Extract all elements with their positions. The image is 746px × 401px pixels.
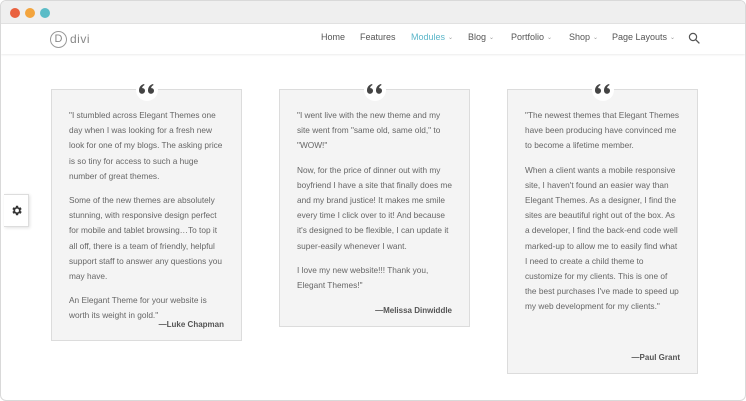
nav-item-features[interactable] (360, 32, 396, 46)
window-titlebar (1, 1, 745, 24)
nav-item-label: Shop (569, 32, 591, 42)
quote-icon (364, 79, 386, 101)
logo-mark: D (50, 31, 67, 48)
testimonial-paragraph: When a client wants a mobile responsive site, I haven't found an easier way than Elegant Themes. As a designer, I find the sites are beautiful right out of the box. As a developer, I find the back-end code well marked-up to allow me to easily find what I need to create a child theme to customize for my clients. This is one of the best purchases I've made to speed up my web development for my clients." (525, 164, 679, 312)
nav-item-label: Blog (468, 32, 487, 42)
testimonial-paragraph: "The newest themes that Elegant Themes have been producing have convinced me to become a lifetime member. (525, 110, 680, 151)
nav-item-portfolio[interactable] (511, 32, 552, 46)
minimize-window-button[interactable] (25, 8, 35, 18)
quote-icon (136, 79, 158, 101)
testimonial-paragraph: Some of the new themes are absolutely stunning, with responsive design perfect for mobile and tablet browsing…To top it all off, there is a team of friendly, helpful support staff to answer any questions you may have. (69, 195, 222, 282)
testimonial-paragraph: An Elegant Theme for your website is worth its weight in gold." (69, 295, 207, 321)
nav-item-label: Features (360, 32, 396, 42)
site-logo[interactable] (50, 29, 90, 49)
chevron-down-icon: ⌄ (547, 35, 553, 41)
testimonial-card (51, 89, 242, 341)
search-icon[interactable] (688, 32, 700, 44)
nav-item-shop[interactable] (569, 32, 598, 46)
nav-item-label: Modules (411, 32, 446, 42)
testimonial-paragraph: "I stumbled across Elegant Themes one day when I was looking for a fresh new look for one of my blogs. The asking price is so tiny for access to such a huge number of great themes. (69, 110, 223, 181)
gear-icon (10, 204, 23, 217)
nav-item-blog[interactable] (468, 32, 494, 46)
maximize-window-button[interactable] (40, 8, 50, 18)
testimonial-paragraph: I love my new website!!! Thank you, Elegant Themes!" (297, 264, 429, 291)
testimonial-author: —Melissa Dinwiddle (375, 306, 452, 315)
testimonial-card (507, 89, 698, 374)
chevron-down-icon: ⌄ (448, 35, 454, 41)
testimonial-paragraph: "I went live with the new theme and my site went from "same old, same old," to "WOW!" (297, 110, 441, 151)
settings-tab[interactable] (4, 194, 29, 227)
nav-item-modules[interactable] (411, 32, 453, 46)
nav-item-label: Page Layouts (612, 32, 668, 42)
nav-item-label: Portfolio (511, 32, 545, 42)
quote-icon (592, 79, 614, 101)
chevron-down-icon: ⌄ (593, 35, 599, 41)
chevron-down-icon: ⌄ (670, 35, 676, 41)
nav-item-label: Home (321, 32, 346, 42)
site-header (1, 24, 745, 54)
logo-text: divi (70, 32, 91, 46)
close-window-button[interactable] (10, 8, 20, 18)
testimonial-author: —Luke Chapman (158, 320, 224, 329)
testimonial-card (279, 89, 470, 327)
nav-item-home[interactable] (321, 32, 345, 46)
nav-item-page-layouts[interactable] (612, 32, 675, 46)
testimonial-paragraph: Now, for the price of dinner out with my boyfriend I have a site that finally does me and my brand justice! It makes me smile every time I click over to it! And because it's designed to be flexible, I can update it super-easily whenever I want. (297, 164, 452, 251)
testimonial-author: —Paul Grant (631, 353, 680, 362)
chevron-down-icon: ⌄ (489, 35, 495, 41)
